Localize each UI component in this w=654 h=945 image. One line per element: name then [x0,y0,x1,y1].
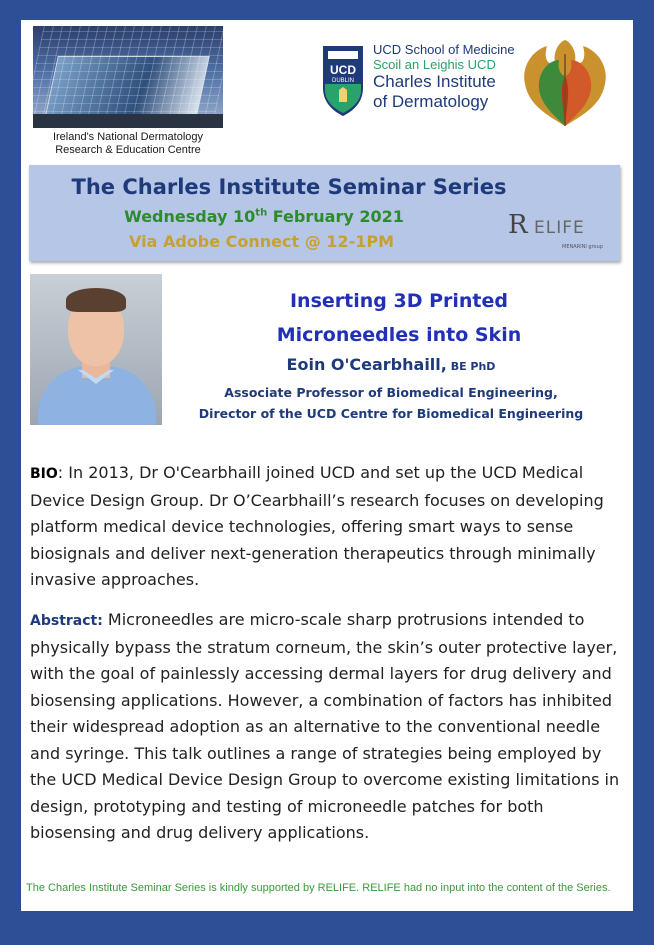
ucd-crest-text: UCD [330,63,356,77]
seminar-venue: Via Adobe Connect @ 12-1PM [129,232,394,251]
speaker-role [171,382,611,424]
bio-section [30,460,624,594]
date-suffix: th [255,207,268,219]
role-line-2: Director of the UCD Centre for Biomedical Engineering [198,406,584,421]
talk-title-line-1: Inserting 3D Printed [289,290,508,312]
relife-mark: R [508,210,529,240]
speaker-degree: BE PhD [446,360,496,373]
abstract-label: Abstract: [30,613,103,629]
date-rest: February 2021 [267,207,404,226]
role-line-1: Associate Professor of Biomedical Engineering, [224,385,558,400]
building-photo [33,26,223,128]
relife-logo [508,210,618,254]
relife-sub: MENARINI group [562,244,603,250]
ucd-school-text [373,42,515,112]
sponsor-footer: The Charles Institute Seminar Series is kindly supported by RELIFE. RELIFE had no input into the content of the Series. [26,882,611,894]
bio-label: BIO [30,466,58,482]
talk-title-line-2: Microneedles into Skin [276,324,522,346]
abstract-text: Microneedles are micro-scale sharp protrusions intended to physically bypass the stratum corneum, the skin’s outer protective layer, with the goal of painlessly accessing dermal layers for drug delivery and biosensing applications. However, a combination of factors has inhibited their widespread adoption as an alternative to the conventional needle and syringe. This talk outlines a range of strategies being employed by the UCD Medical Device Design Group to overcome existing limitations in design, prototyping and testing of microneedle patches for both biosensing and drug delivery applications. [30,610,620,842]
speaker-photo [30,274,162,425]
speaker-name [171,355,611,374]
abstract-section [30,607,624,847]
ucd-crest-logo [321,44,365,118]
relife-text: ELIFE [534,218,585,238]
seminar-banner [29,165,620,261]
caption-line-1: Ireland's National Dermatology [52,131,204,143]
caption-line-2: Research & Education Centre [55,144,201,156]
oak-leaf-logo [519,36,611,130]
seminar-date [29,207,499,226]
talk-title [171,284,627,352]
bio-text: : In 2013, Dr O'Cearbhaill joined UCD and set up the UCD Medical Device Design Group. Dr O’Cearbhaill’s research focuses on developing platform medical device technologies, offering smart ways to sense biosignals and deliver next-generation therapeutics through minimally invasive approaches. [30,463,604,589]
date-prefix: Wednesday 10 [124,207,256,226]
series-title: The Charles Institute Seminar Series [71,175,507,199]
ucd-line-3: Charles Institute [373,72,496,91]
ucd-line-4: of Dermatology [373,92,489,111]
ucd-line-2: Scoil an Leighis UCD [373,57,496,72]
seminar-poster [21,20,633,911]
ucd-crest-sub: DUBLIN [331,78,355,84]
speaker-name-text: Eoin O'Cearbhaill, [286,355,447,374]
photo-caption [29,131,227,157]
ucd-line-1: UCD School of Medicine [373,42,515,57]
